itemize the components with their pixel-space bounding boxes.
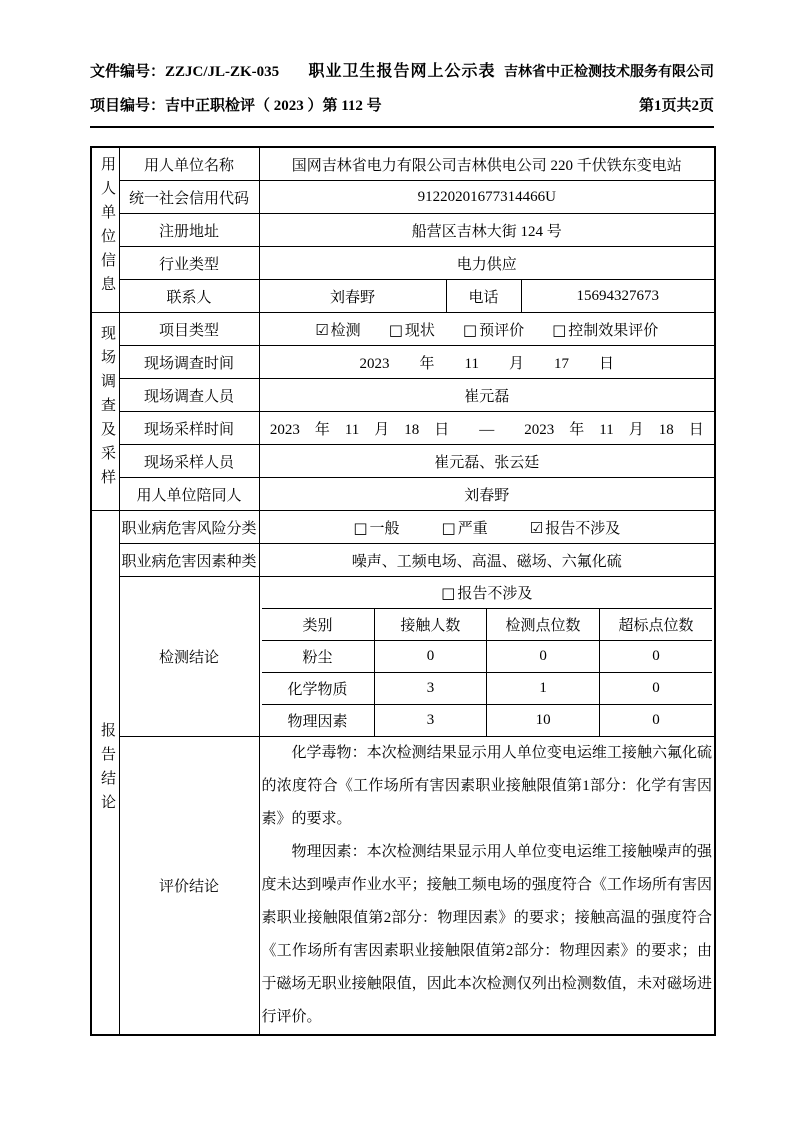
cell-value: 0 <box>374 641 487 673</box>
unchecked-checkbox-icon: □ <box>441 518 456 537</box>
employer-name-value: 国网吉林省电力有限公司吉林供电公司 220 千伏铁东变电站 <box>259 147 715 181</box>
table-row <box>91 445 715 478</box>
unchecked-checkbox-icon: □ <box>353 518 368 537</box>
evaluation-conclusion-label: 评价结论 <box>119 737 259 1036</box>
checkbox-label: 控制效果评价 <box>568 322 659 339</box>
contact-label: 联系人 <box>119 280 259 313</box>
checkbox-pre-evaluation <box>463 319 524 340</box>
header-divider <box>90 126 714 128</box>
table-row <box>91 247 715 280</box>
employer-name-label: 用人单位名称 <box>119 147 259 181</box>
industry-value: 电力供应 <box>259 247 715 280</box>
table-row <box>91 147 715 181</box>
evaluation-paragraph-chemical: 化学毒物：本次检测结果显示用人单位变电运维工接触六氟化硫的浓度符合《工作场所有害因素职业接触限值第1部分：化学有害因素》的要求。 <box>261 745 713 827</box>
table-row <box>91 412 715 445</box>
table-row <box>262 705 713 737</box>
table-row <box>91 577 715 737</box>
section-employer-info <box>91 147 119 313</box>
cell-value: 3 <box>374 673 487 705</box>
sampling-staff-label: 现场采样人员 <box>119 445 259 478</box>
table-row <box>91 544 715 577</box>
col-header-points-exceeded: 超标点位数 <box>599 609 712 641</box>
detection-conclusion-label: 检测结论 <box>119 577 259 737</box>
sampling-staff-value: 崔元磊、张云廷 <box>259 445 715 478</box>
project-number: 项目编号：吉中正职检评（ 2023 ）第 112 号 <box>90 98 382 114</box>
checkbox-label: 报告不涉及 <box>457 586 533 602</box>
cell-category: 粉尘 <box>262 641 375 673</box>
risk-class-options <box>259 511 715 544</box>
survey-time-value: 2023 年 11 月 17 日 <box>259 346 715 379</box>
evaluation-paragraph-physical: 物理因素：本次检测结果显示用人单位变电运维工接触噪声的强度未达到噪声作业水平；接触工频电场的强度符合《工作场所有害因素职业接触限值第2部分：物理因素》的要求；接触高温的强度符合《工作场所有害因素职业接触限值第2部分：物理因素》的要求；由于磁场无职业接触限值，因此本次检测仅列出检测数值，未对磁场进行评价。 <box>261 844 713 1025</box>
checkbox-label: 报告不涉及 <box>545 520 621 537</box>
table-row <box>91 478 715 511</box>
phone-value: 15694327673 <box>521 280 715 313</box>
phone-label: 电话 <box>446 280 521 313</box>
sampling-time-value: 2023 年 11 月 18 日 — 2023 年 11 月 18 日 <box>259 412 715 445</box>
credit-code-value: 91220201677314466U <box>259 181 715 214</box>
document-title: 职业卫生报告网上公示表 <box>308 63 496 80</box>
table-row <box>262 577 713 609</box>
unchecked-checkbox-icon: □ <box>552 320 567 339</box>
factor-types-label: 职业病危害因素种类 <box>119 544 259 577</box>
cell-value: 0 <box>487 641 600 673</box>
table-row <box>91 379 715 412</box>
table-row <box>91 313 715 346</box>
unchecked-checkbox-icon: □ <box>388 320 403 339</box>
escort-label: 用人单位陪同人 <box>119 478 259 511</box>
table-row <box>262 641 713 673</box>
cell-category: 化学物质 <box>262 673 375 705</box>
survey-staff-label: 现场调查人员 <box>119 379 259 412</box>
risk-class-label: 职业病危害风险分类 <box>119 511 259 544</box>
col-header-exposed-count: 接触人数 <box>374 609 487 641</box>
address-label: 注册地址 <box>119 214 259 247</box>
table-row <box>91 511 715 544</box>
cell-value: 0 <box>599 641 712 673</box>
section-title-survey: 现场调查及采样 <box>99 325 115 493</box>
address-value: 船营区吉林大街 124 号 <box>259 214 715 247</box>
checked-checkbox-icon: ☑ <box>315 320 329 339</box>
page-number: 第1页共2页 <box>638 98 714 114</box>
cell-value: 10 <box>487 705 600 737</box>
checkbox-control-effect <box>552 319 658 340</box>
checkbox-label: 严重 <box>457 520 488 537</box>
detection-table <box>262 577 713 736</box>
project-type-options <box>259 313 715 346</box>
cell-value: 1 <box>487 673 600 705</box>
checkbox-report-not-involved <box>441 586 532 602</box>
table-row <box>91 214 715 247</box>
contact-name-value: 刘春野 <box>259 280 446 313</box>
survey-time-label: 现场调查时间 <box>119 346 259 379</box>
cell-value: 0 <box>599 673 712 705</box>
section-title-conclusion: 报告结论 <box>99 722 115 818</box>
col-header-category: 类别 <box>262 609 375 641</box>
detection-results <box>259 577 715 737</box>
table-row <box>91 181 715 214</box>
checkbox-not-involved <box>530 517 620 538</box>
table-header-row <box>262 609 713 641</box>
evaluation-conclusion-text <box>259 737 715 1036</box>
checkbox-label: 一般 <box>369 520 400 537</box>
checkbox-label: 现状 <box>404 322 435 339</box>
cell-value: 0 <box>599 705 712 737</box>
section-report-conclusion <box>91 511 119 1036</box>
checkbox-general <box>353 517 399 538</box>
document-subheader <box>90 94 714 115</box>
escort-value: 刘春野 <box>259 478 715 511</box>
table-row <box>91 737 715 1036</box>
sampling-time-label: 现场采样时间 <box>119 412 259 445</box>
industry-label: 行业类型 <box>119 247 259 280</box>
unchecked-checkbox-icon: □ <box>462 320 478 339</box>
form-table <box>90 146 716 1036</box>
section-title-employer: 用人单位信息 <box>99 155 115 300</box>
table-row <box>91 346 715 379</box>
table-row <box>91 280 715 313</box>
credit-code-label: 统一社会信用代码 <box>119 181 259 214</box>
company-name: 吉林省中正检测技术服务有限公司 <box>504 65 715 80</box>
checkbox-status-quo <box>389 319 435 340</box>
cell-value: 3 <box>374 705 487 737</box>
unchecked-checkbox-icon: □ <box>441 584 456 602</box>
checkbox-label: 预评价 <box>479 322 525 339</box>
checkbox-severe <box>442 517 488 538</box>
checkbox-label: 检测 <box>330 322 361 339</box>
table-row <box>262 673 713 705</box>
cell-category: 物理因素 <box>262 705 375 737</box>
checked-checkbox-icon: ☑ <box>529 518 544 537</box>
file-number: 文件编号：ZZJC/JL-ZK-035 <box>90 64 280 80</box>
survey-staff-value: 崔元磊 <box>259 379 715 412</box>
project-type-label: 项目类型 <box>119 313 259 346</box>
factor-types-value: 噪声、工频电场、高温、磁场、六氟化硫 <box>259 544 715 577</box>
checkbox-detection <box>315 319 360 340</box>
detection-not-involved <box>262 577 713 609</box>
section-survey-sampling <box>91 313 119 511</box>
document-header <box>90 58 714 81</box>
col-header-points-tested: 检测点位数 <box>487 609 600 641</box>
